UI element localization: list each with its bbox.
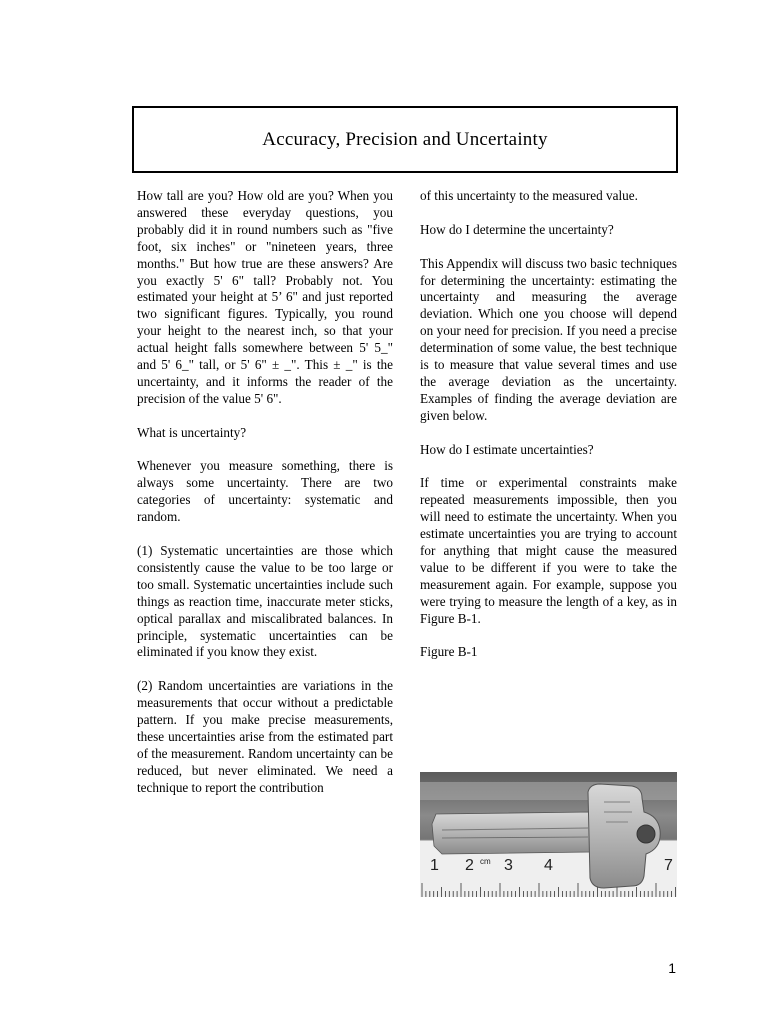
- figure-b1-key-photo: [420, 772, 677, 897]
- ruler-number: 2: [465, 857, 474, 874]
- paragraph: Whenever you measure something, there is always some uncertainty. There are two categories of uncertainty: systematic and random.: [137, 458, 393, 525]
- ruler-number: 7: [664, 857, 673, 874]
- paragraph: (2) Random uncertainties are variations in the measurements that occur without a predictable pattern. If you make precise measurements, these uncertainties arise from the estimated part of the measurement. Random uncertainty can be reduced, but never eliminated. We need a technique to report the contribution: [137, 678, 393, 795]
- figure-caption: Figure B-1: [420, 644, 478, 660]
- key-blade: [432, 812, 596, 854]
- ruler-number: 1: [430, 857, 439, 874]
- paragraph: This Appendix will discuss two basic techniques for determining the uncertainty: estimating the uncertainty and measuring the average deviation. Which one you choose will depend on your need for precision. If you need a precise determination of some value, the best technique is to measure that value several times and use the average deviation as the uncertainty. Examples of finding the average deviation are given below.: [420, 255, 677, 423]
- section-heading: What is uncertainty?: [137, 424, 247, 440]
- ruler-unit-label: cm: [480, 857, 491, 866]
- title-box: [132, 106, 678, 173]
- section-heading: How do I estimate uncertainties?: [420, 441, 594, 457]
- key-on-ruler-image: [420, 772, 677, 897]
- section-heading: How do I determine the uncertainty?: [420, 221, 614, 237]
- right-column: [420, 188, 677, 678]
- ruler-number: 3: [504, 857, 513, 874]
- page-number: 1: [668, 960, 676, 976]
- paragraph: How tall are you? How old are you? When you answered these everyday questions, you probably did it in round numbers such as "five foot, six inches" or "nineteen years, three months." But how true are these answers? Are you exactly 5' 6" tall? Probably not. You estimated your height at 5’ 6" and just reported two significant figures. Typically, you round your height to the nearest inch, so that your actual height falls somewhere between 5' 5_" and 5' 6_" tall, or 5' 6" ± _". This ± _" is the uncertainty, and it informs the reader of the precision of the value 5' 6".: [137, 188, 393, 406]
- paragraph: of this uncertainty to the measured value.: [420, 188, 638, 203]
- page-title: Accuracy, Precision and Uncertainty: [262, 128, 548, 150]
- paragraph: (1) Systematic uncertainties are those which consistently cause the value to be too large or too small. Systematic uncertainties include such things as reaction time, inaccurate meter sticks, optical parallax and miscalibrated balances. In principle, systematic uncertainties can be eliminated if you know they exist.: [137, 542, 393, 660]
- ruler-number: 4: [544, 857, 553, 874]
- paragraph: If time or experimental constraints make repeated measurements impossible, then you will need to estimate the uncertainty. When you estimate uncertainties you are trying to account for anything that might cause the measured value to be different if you were to take the measurement again. For example, suppose you were trying to measure the length of a key, as in Figure B-1.: [420, 475, 677, 626]
- key-hole: [637, 825, 655, 843]
- left-column: [137, 188, 393, 813]
